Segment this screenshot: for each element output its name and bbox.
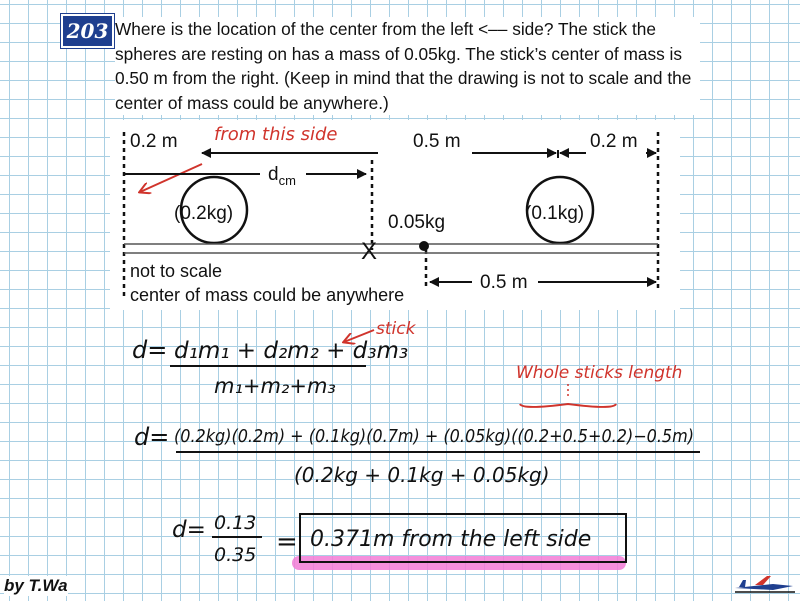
final-equals: = bbox=[276, 527, 298, 557]
problem-text: Where is the location of the center from the left <–– side? The stick the spheres are resting on has a mass of 0.05kg. The stick’s center of mass is 0.50 m from the right. (Keep in mind that the drawing is not to scale and the center of mass could be anywhere.) bbox=[115, 17, 700, 115]
sphere-left-label: (0.2kg) bbox=[174, 203, 234, 224]
dim-middle-label: 0.5 m bbox=[413, 131, 461, 152]
sphere-right-label: (0.1kg) bbox=[525, 203, 585, 224]
final-denominator: 0.35 bbox=[214, 544, 257, 566]
formula-lhs: d= bbox=[132, 336, 168, 364]
stick-mass-label: 0.05kg bbox=[388, 212, 446, 233]
whole-stick-length-note: Whole sticks length bbox=[516, 363, 683, 383]
dim-bottom-label: 0.5 m bbox=[480, 272, 528, 293]
final-lhs: d= bbox=[172, 517, 206, 543]
dcm-label: $d_{cm}$ bbox=[268, 164, 296, 188]
not-to-scale-note: not to scale bbox=[130, 261, 223, 281]
dim-right-label: 0.2 m bbox=[590, 131, 638, 152]
formula-denominator: m₁+m₂+m₃ bbox=[214, 374, 336, 398]
center-x-mark: X bbox=[361, 238, 378, 265]
problem-number-badge: 203 bbox=[61, 14, 114, 48]
stick-note: stick bbox=[376, 319, 416, 339]
logo-jet-icon bbox=[733, 572, 797, 596]
answer-text: 0.371m from the left side bbox=[310, 527, 592, 552]
formula-numerator: d₁m₁ + d₂m₂ + d₃m₃ bbox=[174, 338, 409, 364]
substitution-lhs: d= bbox=[134, 423, 170, 451]
from-this-side-note: from this side bbox=[214, 124, 338, 145]
author-credit: by T.Wa bbox=[4, 576, 68, 595]
substitution-numerator: (0.2kg)(0.2m) + (0.1kg)(0.7m) + (0.05kg)((0.2+0.5+0.2)−0.5m) bbox=[174, 427, 694, 447]
cm-anywhere-note: center of mass could be anywhere bbox=[130, 285, 405, 305]
whole-length-brace bbox=[520, 404, 616, 407]
substitution-denominator: (0.2kg + 0.1kg + 0.05kg) bbox=[294, 463, 550, 487]
final-numerator: 0.13 bbox=[214, 512, 257, 534]
dim-left-label: 0.2 m bbox=[130, 131, 178, 152]
